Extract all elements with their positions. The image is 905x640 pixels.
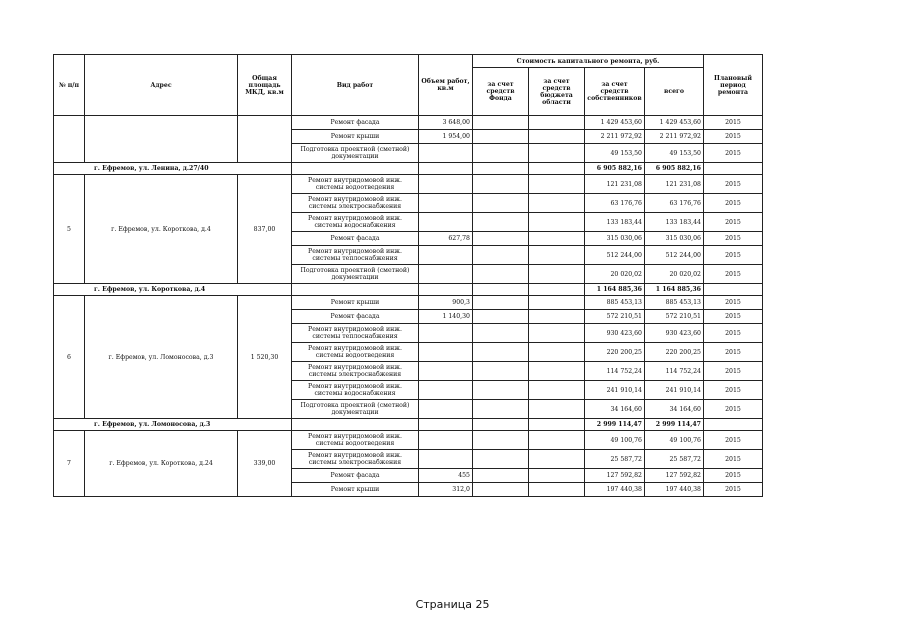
row-volume: 1 140,30 — [419, 310, 473, 324]
row-address: г. Ефремов, ул. Ломоносова, д.3 — [85, 296, 238, 419]
row-fund — [473, 483, 529, 497]
subtotal-budget — [529, 284, 585, 296]
row-work-type: Подготовка проектной (сметной) документации — [292, 144, 419, 163]
row-fund — [473, 175, 529, 194]
row-owners: 127 592,82 — [585, 469, 645, 483]
row-work-type: Ремонт крыши — [292, 296, 419, 310]
row-period: 2015 — [704, 400, 763, 419]
row-period: 2015 — [704, 144, 763, 163]
subtotal-row — [54, 163, 763, 175]
row-fund — [473, 213, 529, 232]
row-budget — [529, 310, 585, 324]
header-address: Адрес — [85, 55, 238, 116]
row-owners: 20 020,02 — [585, 265, 645, 284]
row-budget — [529, 213, 585, 232]
row-budget — [529, 324, 585, 343]
row-period: 2015 — [704, 116, 763, 130]
row-fund — [473, 246, 529, 265]
row-fund — [473, 232, 529, 246]
row-period: 2015 — [704, 469, 763, 483]
row-period: 2015 — [704, 130, 763, 144]
row-volume: 455 — [419, 469, 473, 483]
row-volume — [419, 324, 473, 343]
row-budget — [529, 381, 585, 400]
subtotal-label: г. Ефремов, ул. Короткова, д.4 — [54, 284, 292, 296]
row-volume — [419, 400, 473, 419]
row-num: 5 — [54, 175, 85, 284]
capital-repair-table — [53, 54, 763, 497]
row-num — [54, 116, 85, 163]
row-work-type: Ремонт внутридомовой инж. системы электроснабжения — [292, 362, 419, 381]
header-budget: за счет средств бюджета области — [529, 68, 585, 116]
row-total: 2 211 972,92 — [645, 130, 704, 144]
header-num: № п/п — [54, 55, 85, 116]
subtotal-volume — [419, 419, 473, 431]
row-total: 127 592,82 — [645, 469, 704, 483]
row-area: 1 520,30 — [238, 296, 292, 419]
subtotal-row — [54, 284, 763, 296]
row-period: 2015 — [704, 213, 763, 232]
row-total: 885 453,13 — [645, 296, 704, 310]
subtotal-row — [54, 419, 763, 431]
row-total: 220 200,25 — [645, 343, 704, 362]
subtotal-total: 6 905 882,16 — [645, 163, 704, 175]
row-owners: 220 200,25 — [585, 343, 645, 362]
table-body — [54, 116, 763, 497]
row-work-type: Ремонт крыши — [292, 130, 419, 144]
row-budget — [529, 116, 585, 130]
row-owners: 315 030,06 — [585, 232, 645, 246]
row-volume — [419, 381, 473, 400]
row-volume: 3 648,00 — [419, 116, 473, 130]
row-budget — [529, 343, 585, 362]
row-budget — [529, 144, 585, 163]
row-budget — [529, 130, 585, 144]
header-owners: за счет средств собственников — [585, 68, 645, 116]
row-work-type: Ремонт внутридомовой инж. системы теплоснабжения — [292, 324, 419, 343]
row-owners: 512 244,00 — [585, 246, 645, 265]
row-volume: 1 954,00 — [419, 130, 473, 144]
subtotal-total: 1 164 885,36 — [645, 284, 704, 296]
subtotal-total: 2 999 114,47 — [645, 419, 704, 431]
row-budget — [529, 232, 585, 246]
row-owners: 241 910,14 — [585, 381, 645, 400]
row-total: 121 231,08 — [645, 175, 704, 194]
row-total: 133 183,44 — [645, 213, 704, 232]
row-fund — [473, 381, 529, 400]
row-volume — [419, 175, 473, 194]
subtotal-owners: 6 905 882,16 — [585, 163, 645, 175]
subtotal-owners: 2 999 114,47 — [585, 419, 645, 431]
row-period: 2015 — [704, 431, 763, 450]
row-period: 2015 — [704, 194, 763, 213]
row-period: 2015 — [704, 265, 763, 284]
row-period: 2015 — [704, 483, 763, 497]
header-cost-group: Стоимость капитального ремонта, руб. — [473, 55, 704, 68]
row-total: 25 587,72 — [645, 450, 704, 469]
row-work-type: Подготовка проектной (сметной) документации — [292, 400, 419, 419]
row-budget — [529, 400, 585, 419]
table-row — [54, 116, 763, 130]
row-work-type: Ремонт внутридомовой инж. системы водоснабжения — [292, 213, 419, 232]
row-volume — [419, 144, 473, 163]
row-period: 2015 — [704, 232, 763, 246]
row-fund — [473, 265, 529, 284]
row-address: г. Ефремов, ул. Короткова, д.4 — [85, 175, 238, 284]
header-fund: за счет средств Фонда — [473, 68, 529, 116]
row-work-type: Ремонт фасада — [292, 310, 419, 324]
row-fund — [473, 194, 529, 213]
header-work-type: Вид работ — [292, 55, 419, 116]
row-area: 339,00 — [238, 431, 292, 497]
row-total: 930 423,60 — [645, 324, 704, 343]
row-work-type: Ремонт крыши — [292, 483, 419, 497]
row-fund — [473, 469, 529, 483]
subtotal-period — [704, 284, 763, 296]
row-total: 114 752,24 — [645, 362, 704, 381]
subtotal-work — [292, 284, 419, 296]
subtotal-period — [704, 163, 763, 175]
row-fund — [473, 130, 529, 144]
subtotal-budget — [529, 419, 585, 431]
row-owners: 49 100,76 — [585, 431, 645, 450]
row-owners: 2 211 972,92 — [585, 130, 645, 144]
row-volume — [419, 431, 473, 450]
row-total: 34 164,60 — [645, 400, 704, 419]
row-volume — [419, 213, 473, 232]
row-budget — [529, 194, 585, 213]
row-area — [238, 116, 292, 163]
row-period: 2015 — [704, 324, 763, 343]
row-budget — [529, 265, 585, 284]
row-work-type: Ремонт фасада — [292, 116, 419, 130]
row-work-type: Ремонт фасада — [292, 232, 419, 246]
row-fund — [473, 431, 529, 450]
row-fund — [473, 296, 529, 310]
table-row — [54, 175, 763, 194]
row-owners: 930 423,60 — [585, 324, 645, 343]
row-fund — [473, 324, 529, 343]
row-work-type: Ремонт внутридомовой инж. системы теплоснабжения — [292, 246, 419, 265]
row-work-type: Ремонт внутридомовой инж. системы электроснабжения — [292, 194, 419, 213]
row-fund — [473, 343, 529, 362]
row-owners: 1 429 453,60 — [585, 116, 645, 130]
row-budget — [529, 175, 585, 194]
subtotal-label: г. Ефремов, ул. Ленина, д.27/40 — [54, 163, 292, 175]
row-work-type: Ремонт внутридомовой инж. системы водоотведения — [292, 175, 419, 194]
row-period: 2015 — [704, 310, 763, 324]
subtotal-fund — [473, 419, 529, 431]
row-budget — [529, 296, 585, 310]
row-fund — [473, 310, 529, 324]
row-fund — [473, 450, 529, 469]
row-work-type: Ремонт внутридомовой инж. системы электроснабжения — [292, 450, 419, 469]
row-volume — [419, 450, 473, 469]
row-fund — [473, 400, 529, 419]
row-work-type: Ремонт внутридомовой инж. системы водоотведения — [292, 343, 419, 362]
row-total: 63 176,76 — [645, 194, 704, 213]
row-work-type: Ремонт фасада — [292, 469, 419, 483]
row-volume — [419, 265, 473, 284]
row-volume: 900,3 — [419, 296, 473, 310]
row-work-type: Ремонт внутридомовой инж. системы водоснабжения — [292, 381, 419, 400]
header-period: Плановый период ремонта — [704, 55, 763, 116]
row-volume — [419, 362, 473, 381]
row-work-type: Подготовка проектной (сметной) документации — [292, 265, 419, 284]
row-total: 49 100,76 — [645, 431, 704, 450]
row-address — [85, 116, 238, 163]
row-address: г. Ефремов, ул. Короткова, д.24 — [85, 431, 238, 497]
row-volume — [419, 343, 473, 362]
row-area: 837,00 — [238, 175, 292, 284]
row-owners: 133 183,44 — [585, 213, 645, 232]
subtotal-period — [704, 419, 763, 431]
row-volume — [419, 194, 473, 213]
row-period: 2015 — [704, 381, 763, 400]
row-period: 2015 — [704, 362, 763, 381]
row-fund — [473, 144, 529, 163]
page-number: Страница 25 — [415, 598, 490, 611]
row-fund — [473, 362, 529, 381]
table-row — [54, 431, 763, 450]
row-volume — [419, 246, 473, 265]
header-volume: Объем работ, кв.м — [419, 55, 473, 116]
row-owners: 197 440,38 — [585, 483, 645, 497]
row-total: 197 440,38 — [645, 483, 704, 497]
row-period: 2015 — [704, 296, 763, 310]
subtotal-label: г. Ефремов, ул. Ломоносова, д.3 — [54, 419, 292, 431]
header-total: всего — [645, 68, 704, 116]
row-owners: 25 587,72 — [585, 450, 645, 469]
row-owners: 63 176,76 — [585, 194, 645, 213]
subtotal-fund — [473, 163, 529, 175]
row-owners: 572 210,51 — [585, 310, 645, 324]
row-budget — [529, 450, 585, 469]
row-period: 2015 — [704, 175, 763, 194]
row-volume: 312,0 — [419, 483, 473, 497]
row-num: 7 — [54, 431, 85, 497]
subtotal-work — [292, 419, 419, 431]
row-owners: 885 453,13 — [585, 296, 645, 310]
row-owners: 114 752,24 — [585, 362, 645, 381]
row-total: 20 020,02 — [645, 265, 704, 284]
table-row — [54, 296, 763, 310]
row-volume: 627,78 — [419, 232, 473, 246]
row-budget — [529, 246, 585, 265]
row-period: 2015 — [704, 246, 763, 265]
row-total: 241 910,14 — [645, 381, 704, 400]
header-area: Общая площадь МКД, кв.м — [238, 55, 292, 116]
row-total: 315 030,06 — [645, 232, 704, 246]
row-total: 572 210,51 — [645, 310, 704, 324]
subtotal-volume — [419, 284, 473, 296]
subtotal-owners: 1 164 885,36 — [585, 284, 645, 296]
row-total: 1 429 453,60 — [645, 116, 704, 130]
subtotal-volume — [419, 163, 473, 175]
row-budget — [529, 362, 585, 381]
row-period: 2015 — [704, 343, 763, 362]
row-owners: 34 164,60 — [585, 400, 645, 419]
row-owners: 49 153,50 — [585, 144, 645, 163]
subtotal-fund — [473, 284, 529, 296]
row-budget — [529, 483, 585, 497]
row-total: 49 153,50 — [645, 144, 704, 163]
row-num: 6 — [54, 296, 85, 419]
row-total: 512 244,00 — [645, 246, 704, 265]
row-period: 2015 — [704, 450, 763, 469]
row-owners: 121 231,08 — [585, 175, 645, 194]
row-budget — [529, 431, 585, 450]
subtotal-work — [292, 163, 419, 175]
row-work-type: Ремонт внутридомовой инж. системы водоотведения — [292, 431, 419, 450]
row-fund — [473, 116, 529, 130]
subtotal-budget — [529, 163, 585, 175]
row-budget — [529, 469, 585, 483]
